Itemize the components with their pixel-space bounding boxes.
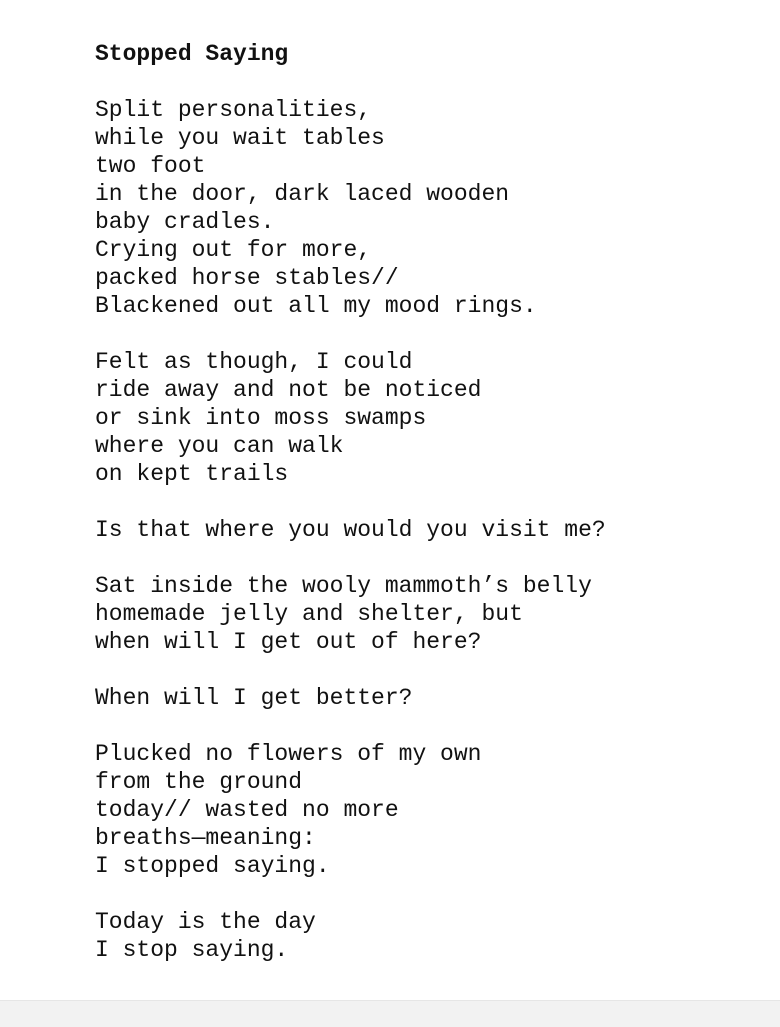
poem-line: When will I get better? [95,685,413,711]
poem-line: I stop saying. [95,937,289,963]
poem-line: breaths—meaning: [95,825,316,851]
poem-line: Blackened out all my mood rings. [95,293,537,319]
poem-line: homemade jelly and shelter, but [95,601,523,627]
stanza-1 [95,96,755,320]
poem-line: Split personalities, [95,97,372,123]
stanza-2 [95,348,755,488]
poem-line: baby cradles. [95,209,275,235]
poem-line: Crying out for more, [95,237,372,263]
poem-line: while you wait tables [95,125,385,151]
stanza-4 [95,572,755,656]
poem-line: Today is the day [95,909,316,935]
page-bottom-edge [0,1000,780,1027]
poem-line: where you can walk [95,433,344,459]
stanza-7 [95,908,755,964]
poem-title: Stopped Saying [95,41,289,67]
poem-line: in the door, dark laced wooden [95,181,510,207]
poem-line: Felt as though, I could [95,349,413,375]
poem-line: I stopped saying. [95,853,330,879]
poem-line: from the ground [95,769,303,795]
poem-line: on kept trails [95,461,289,487]
stanza-6 [95,740,755,880]
poem-line: ride away and not be noticed [95,377,482,403]
poem-line: Is that where you would you visit me? [95,517,606,543]
stanza-3 [95,516,755,544]
stanza-5 [95,684,755,712]
poem-line: or sink into moss swamps [95,405,427,431]
poem-line: packed horse stables// [95,265,399,291]
poem-line: Plucked no flowers of my own [95,741,482,767]
poem-line: today// wasted no more [95,797,399,823]
poem-line: two foot [95,153,206,179]
poem-line: when will I get out of here? [95,629,482,655]
poem-line: Sat inside the wooly mammoth’s belly [95,573,592,599]
poem [95,40,755,992]
